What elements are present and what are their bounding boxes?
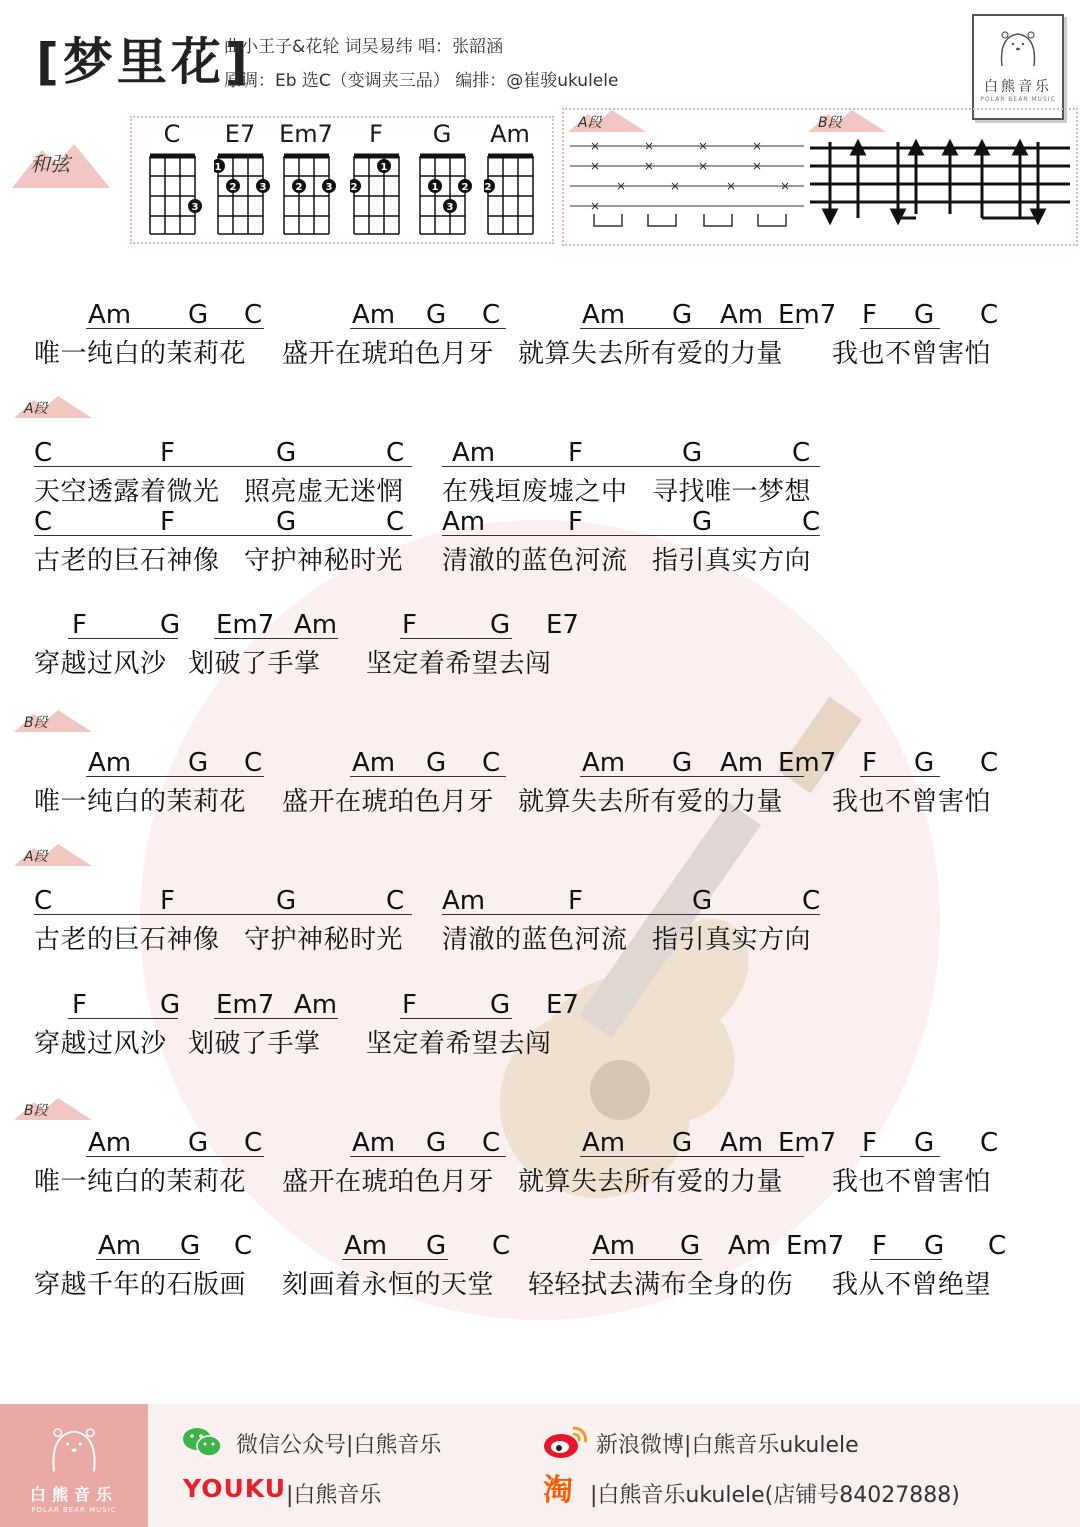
svg-text:×: × — [726, 179, 737, 193]
svg-text:×: × — [698, 139, 709, 153]
brand-logo — [972, 14, 1064, 120]
svg-text:×: × — [670, 179, 681, 193]
chord-symbol: G — [672, 300, 693, 330]
footer-logo-name: 白熊音乐 — [29, 1485, 118, 1504]
lyric-phrase: 就算失去所有爱的力量 — [518, 1167, 784, 1197]
chord-underline — [86, 1156, 264, 1157]
chord-symbol: C — [34, 886, 53, 916]
chord-symbol: Em7 — [778, 1128, 837, 1158]
taobao-icon: 淘 — [543, 1473, 573, 1508]
chord-underline — [580, 776, 804, 777]
chord-symbol: G — [276, 507, 297, 537]
pattern-b-strum — [810, 138, 1072, 228]
chord-underline — [870, 1259, 942, 1260]
lyric-phrase: 古老的巨石神像 — [34, 925, 220, 955]
pattern-b-tag — [808, 110, 888, 134]
lyric-phrase: 刻画着永恒的天堂 — [282, 1270, 495, 1300]
chord-symbol: C — [482, 1128, 501, 1158]
lyric-phrase: 就算失去所有爱的力量 — [518, 787, 784, 817]
chord-symbol: G — [672, 748, 693, 778]
chord-symbol: G — [914, 748, 935, 778]
svg-text:×: × — [644, 159, 655, 173]
chord-symbol: F — [72, 990, 87, 1020]
chord-symbol: Am — [88, 300, 132, 330]
lyric-phrase: 划破了手掌 — [188, 649, 321, 679]
youku-brand: YOUKU — [183, 1474, 286, 1503]
lyric-phrase: 坚定着希望去闯 — [366, 1029, 552, 1059]
youku-account: |白熊音乐 — [286, 1483, 382, 1508]
lyric-phrase: 照亮虚无迷惘 — [244, 477, 404, 507]
chord-underline — [580, 328, 804, 329]
chord-symbol: Am — [720, 748, 764, 778]
chord-underline — [86, 776, 264, 777]
lyric-phrase: 穿越过风沙 — [34, 1029, 167, 1059]
finger-dot — [226, 179, 240, 193]
lyric-phrase: 守护神秘时光 — [244, 925, 404, 955]
chord-underline — [350, 776, 506, 777]
chord-symbol: G — [426, 748, 447, 778]
chord-symbol: F — [402, 610, 417, 640]
chord-symbol: Em7 — [778, 748, 837, 778]
chord-symbol: Am — [352, 748, 396, 778]
chord-symbol: C — [34, 507, 53, 537]
footer-logo — [0, 1404, 148, 1527]
chord-symbol: Am — [720, 1128, 764, 1158]
chord-symbol: G — [490, 610, 511, 640]
chord-name: F — [369, 120, 383, 148]
lyric-phrase: 清澈的蓝色河流 — [442, 925, 628, 955]
weibo-icon — [543, 1424, 589, 1460]
chord-underline — [86, 328, 264, 329]
chord-symbol: Am — [88, 1128, 132, 1158]
chord-underline — [860, 1156, 940, 1157]
chord-symbol: Am — [592, 1231, 636, 1261]
lyric-phrase: 守护神秘时光 — [244, 546, 404, 576]
chord-symbol: G — [692, 507, 713, 537]
finger-dot — [322, 179, 336, 193]
lyric-phrase: 盛开在琥珀色月牙 — [282, 787, 495, 817]
section-tag — [14, 844, 94, 868]
svg-text:3: 3 — [446, 202, 454, 213]
chord-underline — [96, 1259, 200, 1260]
chord-underline — [34, 466, 412, 467]
chord-symbol: G — [924, 1231, 945, 1261]
lyric-phrase: 指引真实方向 — [652, 546, 812, 576]
section-tag — [14, 710, 94, 734]
chord-symbol: F — [872, 1231, 887, 1261]
fretboard-grid — [280, 152, 336, 236]
chord-underline — [590, 1259, 702, 1260]
finger-dot — [214, 159, 225, 173]
chord-symbol: F — [72, 610, 87, 640]
chord-diagram-e7 — [214, 118, 268, 238]
chord-symbol: F — [862, 300, 877, 330]
svg-text:×: × — [590, 159, 601, 173]
chord-symbol: C — [34, 438, 53, 468]
chord-symbol: G — [426, 1231, 447, 1261]
chord-symbol: E7 — [546, 990, 579, 1020]
finger-dot — [188, 199, 202, 213]
chord-symbol: C — [980, 1128, 999, 1158]
svg-text:×: × — [590, 139, 601, 153]
chord-diagram-em7 — [280, 118, 334, 238]
chord-symbol: G — [680, 1231, 701, 1261]
section-tag — [14, 396, 94, 420]
chord-label-tag — [12, 140, 112, 190]
lyric-phrase: 古老的巨石神像 — [34, 546, 220, 576]
lyric-phrase: 就算失去所有爱的力量 — [518, 339, 784, 369]
lyric-phrase: 唯一纯白的茉莉花 — [34, 787, 247, 817]
fretboard-grid — [214, 152, 270, 236]
chord-underline — [68, 638, 178, 639]
footer-logo-subtitle: POLAR BEAR MUSIC — [31, 1506, 117, 1514]
chord-symbol: C — [988, 1231, 1007, 1261]
svg-text:2: 2 — [229, 182, 237, 193]
finger-dot — [256, 179, 270, 193]
lyric-phrase: 清澈的蓝色河流 — [442, 546, 628, 576]
chord-symbol: G — [188, 1128, 209, 1158]
svg-text:2: 2 — [484, 182, 492, 193]
chord-symbol: Em7 — [216, 610, 275, 640]
lyric-phrase: 我也不曾害怕 — [832, 1167, 992, 1197]
chord-diagram-g — [416, 118, 470, 238]
chord-symbol: Am — [452, 438, 496, 468]
svg-text:×: × — [644, 139, 655, 153]
weibo-account: 新浪微博|白熊音乐ukulele — [596, 1433, 859, 1458]
svg-text:3: 3 — [191, 202, 199, 213]
lyric-phrase: 盛开在琥珀色月牙 — [282, 339, 495, 369]
lyric-phrase: 穿越千年的石版画 — [34, 1270, 247, 1300]
chord-name: G — [432, 120, 452, 148]
chord-symbol: Am — [582, 748, 626, 778]
chord-symbol: G — [276, 886, 297, 916]
chord-symbol: C — [386, 438, 405, 468]
chord-symbol: G — [160, 610, 181, 640]
chord-diagram-panel — [130, 116, 554, 244]
lyric-phrase: 划破了手掌 — [188, 1029, 321, 1059]
chord-symbol: C — [492, 1231, 511, 1261]
chord-symbol: Am — [728, 1231, 772, 1261]
chord-symbol: C — [482, 300, 501, 330]
chord-symbol: G — [188, 748, 209, 778]
pattern-a-tab — [568, 134, 808, 234]
chord-symbol: Am — [582, 300, 626, 330]
chord-underline — [400, 638, 512, 639]
chord-symbol: F — [568, 438, 583, 468]
chord-symbol: Am — [442, 507, 486, 537]
chord-symbol: F — [862, 748, 877, 778]
chord-underline — [442, 466, 820, 467]
chord-underline — [342, 1259, 448, 1260]
svg-text:1: 1 — [380, 162, 388, 173]
chord-symbol: F — [568, 886, 583, 916]
lyric-phrase: 唯一纯白的茉莉花 — [34, 1167, 247, 1197]
chord-symbol: Em7 — [778, 300, 837, 330]
chord-symbol: G — [426, 300, 447, 330]
finger-dot — [484, 179, 495, 193]
chord-symbol: C — [802, 507, 821, 537]
section-label: A段 — [24, 849, 48, 865]
chord-symbol: G — [180, 1231, 201, 1261]
chord-symbol: C — [482, 748, 501, 778]
lyric-phrase: 坚定着希望去闯 — [366, 649, 552, 679]
pattern-a-tag — [568, 110, 648, 134]
chord-symbol: C — [244, 1128, 263, 1158]
finger-dot — [292, 179, 306, 193]
svg-text:3: 3 — [325, 182, 333, 193]
bear-logo-icon — [46, 1424, 102, 1474]
wechat-icon — [182, 1426, 222, 1458]
song-credits: 曲小王子&花轮 词吴易纬 唱：张韶涵 — [224, 37, 504, 57]
chord-diagram-am — [484, 118, 538, 238]
chord-name: C — [163, 120, 181, 148]
chord-underline — [350, 1156, 506, 1157]
section-label: A段 — [24, 401, 48, 417]
chord-symbol: G — [914, 1128, 935, 1158]
lyric-phrase: 盛开在琥珀色月牙 — [282, 1167, 495, 1197]
chord-symbol: C — [980, 748, 999, 778]
strum-pattern-panel — [562, 108, 1078, 246]
chord-underline — [34, 914, 412, 915]
svg-text:×: × — [752, 139, 763, 153]
chord-symbol: F — [402, 990, 417, 1020]
chord-underline — [442, 535, 820, 536]
youku-logo — [183, 1474, 286, 1503]
section-tag — [14, 1098, 94, 1122]
chord-symbol: C — [386, 886, 405, 916]
svg-text:3: 3 — [259, 182, 267, 193]
finger-dot — [458, 179, 472, 193]
lyric-phrase: 穿越过风沙 — [34, 649, 167, 679]
lyric-phrase: 在残垣废墟之中 — [442, 477, 628, 507]
chord-symbol: Am — [294, 610, 338, 640]
fretboard-grid — [416, 152, 472, 236]
svg-text:1: 1 — [431, 182, 439, 193]
lyric-phrase: 轻轻拭去满布全身的伤 — [528, 1270, 794, 1300]
chord-name: Em7 — [279, 120, 333, 148]
svg-text:×: × — [616, 179, 627, 193]
chord-name: Am — [490, 120, 530, 148]
chord-symbol: G — [672, 1128, 693, 1158]
chord-symbol: C — [234, 1231, 253, 1261]
chord-symbol: E7 — [546, 610, 579, 640]
chord-symbol: F — [160, 507, 175, 537]
chord-symbol: G — [188, 300, 209, 330]
lyric-phrase: 寻找唯一梦想 — [652, 477, 812, 507]
chord-symbol: G — [914, 300, 935, 330]
chord-symbol: Am — [352, 1128, 396, 1158]
finger-dot — [377, 159, 391, 173]
svg-text:1: 1 — [214, 162, 222, 173]
lyric-phrase: 我也不曾害怕 — [832, 787, 992, 817]
svg-text:×: × — [780, 179, 791, 193]
song-title: [梦里花] — [36, 33, 252, 91]
svg-text:2: 2 — [295, 182, 303, 193]
fretboard-grid — [484, 152, 540, 236]
chord-symbol: G — [682, 438, 703, 468]
chord-symbol: G — [426, 1128, 447, 1158]
lyric-phrase: 天空透露着微光 — [34, 477, 220, 507]
chord-underline — [350, 328, 506, 329]
chord-underline — [214, 638, 338, 639]
chord-underline — [400, 1018, 512, 1019]
chord-symbol: Am — [98, 1231, 142, 1261]
chord-symbol: F — [568, 507, 583, 537]
logo-subtitle: POLAR BEAR MUSIC — [980, 96, 1056, 103]
chord-symbol: C — [244, 748, 263, 778]
chord-symbol: C — [792, 438, 811, 468]
chord-underline — [214, 1018, 338, 1019]
chord-symbol: G — [276, 438, 297, 468]
svg-text:2: 2 — [350, 182, 358, 193]
lyric-phrase: 指引真实方向 — [652, 925, 812, 955]
chord-symbol: C — [802, 886, 821, 916]
chord-symbol: C — [386, 507, 405, 537]
chord-symbol: G — [490, 990, 511, 1020]
fretboard-grid — [350, 152, 406, 236]
chord-name: E7 — [224, 120, 256, 148]
chord-symbol: F — [160, 886, 175, 916]
lyric-phrase: 唯一纯白的茉莉花 — [34, 339, 247, 369]
chord-label: 和弦 — [30, 152, 70, 176]
chord-symbol: F — [862, 1128, 877, 1158]
lyric-phrase: 我也不曾害怕 — [832, 339, 992, 369]
svg-text:×: × — [752, 159, 763, 173]
pattern-b-label: B段 — [818, 115, 842, 131]
chord-underline — [34, 535, 412, 536]
chord-symbol: G — [692, 886, 713, 916]
svg-text:×: × — [590, 199, 601, 213]
chord-symbol: Am — [344, 1231, 388, 1261]
section-label: B段 — [24, 715, 48, 731]
chord-symbol: Am — [442, 886, 486, 916]
chord-symbol: Am — [720, 300, 764, 330]
svg-text:×: × — [698, 159, 709, 173]
chord-symbol: C — [244, 300, 263, 330]
chord-symbol: C — [980, 300, 999, 330]
chord-symbol: Am — [294, 990, 338, 1020]
pattern-a-label: A段 — [578, 115, 602, 131]
logo-name: 白熊音乐 — [984, 79, 1052, 95]
taobao-account: |白熊音乐ukulele(店铺号84027888) — [590, 1483, 960, 1508]
chord-underline — [68, 1018, 178, 1019]
chord-symbol: Em7 — [786, 1231, 845, 1261]
finger-dot — [428, 179, 442, 193]
finger-dot — [443, 199, 457, 213]
chord-diagram-f — [350, 118, 404, 238]
finger-dot — [350, 179, 361, 193]
chord-symbol: G — [160, 990, 181, 1020]
chord-diagram-c — [146, 118, 200, 238]
section-label: B段 — [24, 1103, 48, 1119]
chord-symbol: Am — [88, 748, 132, 778]
key-info: 原调：Eb 选C（变调夹三品） 编排：@崔骏ukulele — [224, 71, 619, 91]
chord-underline — [442, 914, 820, 915]
chord-symbol: Am — [582, 1128, 626, 1158]
fretboard-grid — [146, 152, 202, 236]
chord-symbol: F — [160, 438, 175, 468]
wechat-account: 微信公众号|白熊音乐 — [236, 1433, 442, 1458]
svg-text:2: 2 — [461, 182, 469, 193]
chord-symbol: Em7 — [216, 990, 275, 1020]
chord-underline — [580, 1156, 804, 1157]
chord-underline — [860, 328, 940, 329]
chord-symbol: Am — [352, 300, 396, 330]
lyric-phrase: 我从不曾绝望 — [832, 1270, 992, 1300]
chord-underline — [860, 776, 940, 777]
bear-logo-icon — [996, 28, 1040, 68]
